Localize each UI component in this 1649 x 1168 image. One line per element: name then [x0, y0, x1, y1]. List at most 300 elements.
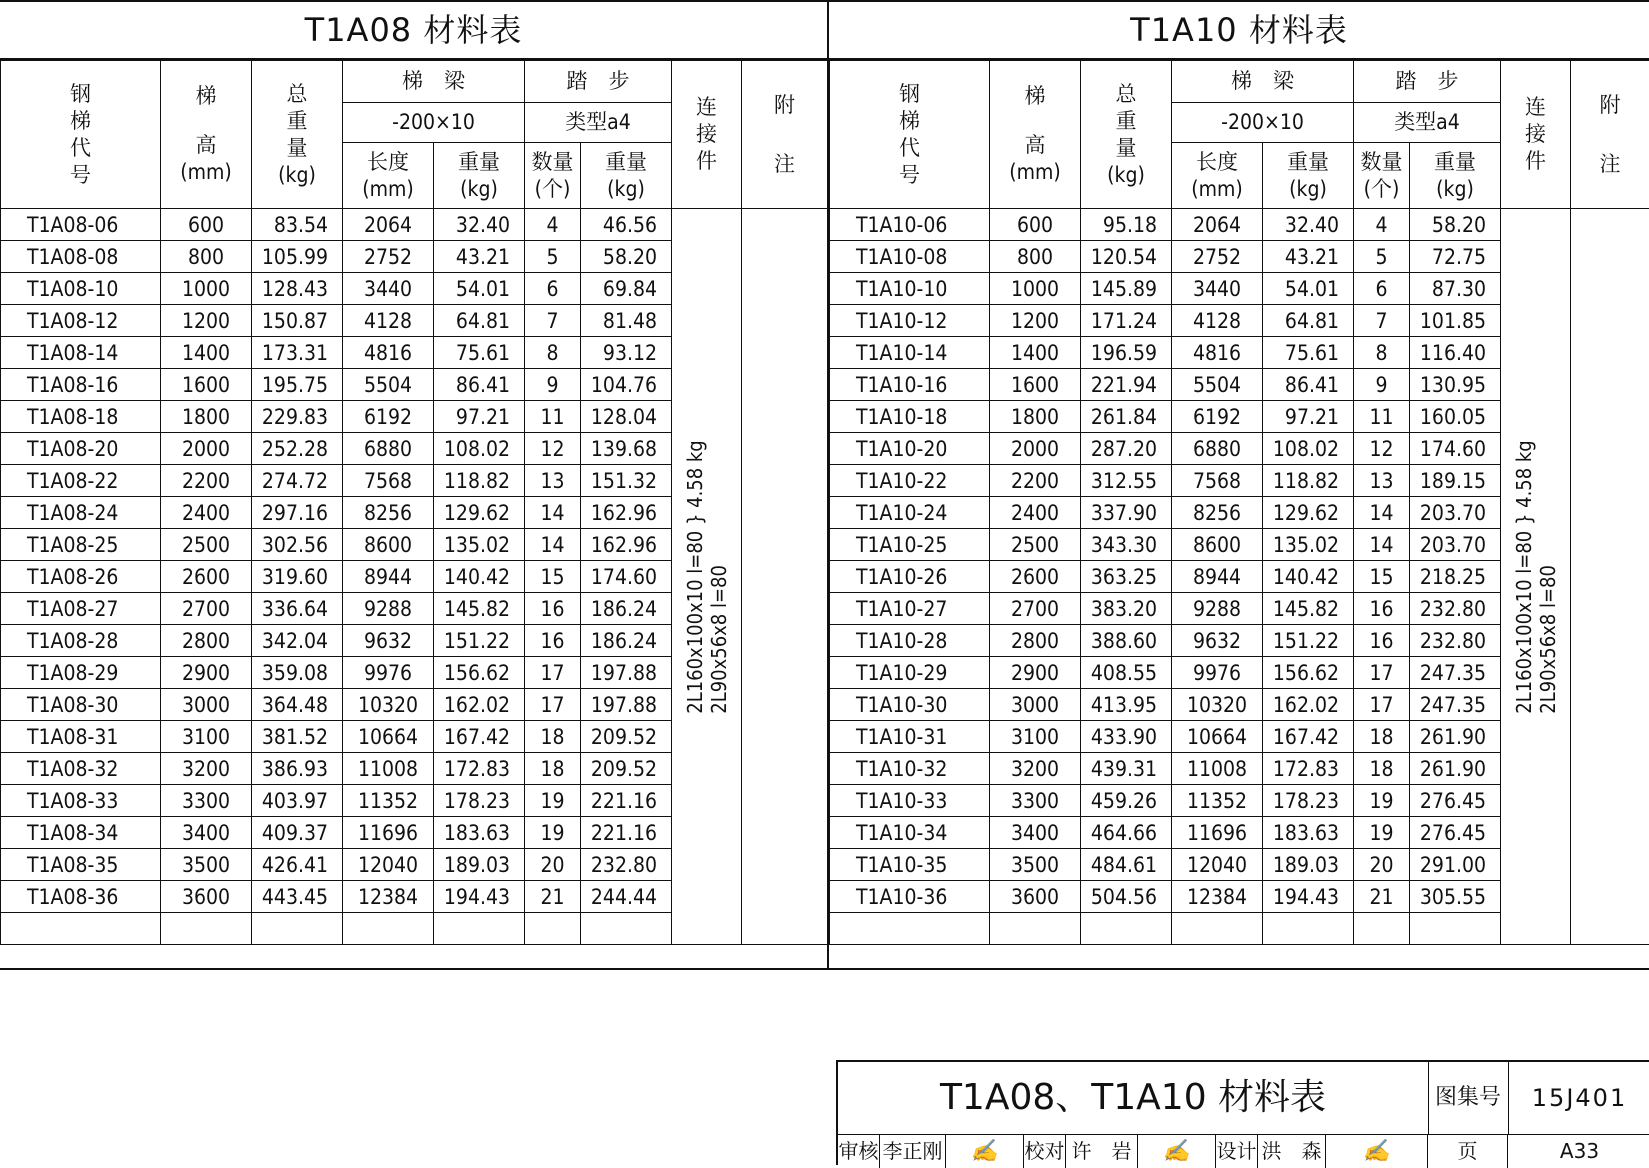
cell-stair-code: T1A10-20: [830, 433, 990, 465]
col-total-weight: 总 重 量 (kg): [252, 61, 343, 209]
cell-height: 3100: [990, 721, 1081, 753]
cell-beam-weight: 140.42: [1263, 561, 1354, 593]
cell-height: 1000: [990, 273, 1081, 305]
connector-spec-line-2: 2L90x56x8 l=80: [1536, 440, 1560, 713]
cell-height: 3600: [161, 881, 252, 913]
cell-step-weight: 174.60: [1410, 433, 1501, 465]
cell-beam-length: 12040: [343, 849, 434, 881]
cell-total-weight: 195.75: [252, 369, 343, 401]
cell-beam-length: 12040: [1172, 849, 1263, 881]
cell-step-qty: 19: [525, 785, 581, 817]
blank-cell: [1081, 913, 1172, 945]
cell-height: 2000: [161, 433, 252, 465]
cell-beam-length: 3440: [343, 273, 434, 305]
col-note: 附 注: [742, 61, 828, 209]
cell-beam-weight: 162.02: [1263, 689, 1354, 721]
cell-step-weight: 261.90: [1410, 721, 1501, 753]
cell-stair-code: T1A08-36: [1, 881, 161, 913]
cell-beam-length: 7568: [1172, 465, 1263, 497]
cell-beam-length: 12384: [343, 881, 434, 913]
cell-total-weight: 128.43: [252, 273, 343, 305]
cell-beam-weight: 86.41: [1263, 369, 1354, 401]
table-header: [830, 61, 1649, 209]
cell-stair-code: T1A08-12: [1, 305, 161, 337]
cell-stair-code: T1A10-10: [830, 273, 990, 305]
cell-beam-weight: 167.42: [434, 721, 525, 753]
cell-stair-code: T1A10-18: [830, 401, 990, 433]
col-step-weight: 重量 (kg): [1410, 143, 1501, 209]
cell-beam-weight: 64.81: [434, 305, 525, 337]
blank-cell: [1172, 913, 1263, 945]
atlas-number: 15J401: [1508, 1062, 1649, 1134]
cell-total-weight: 83.54: [252, 209, 343, 241]
cell-step-qty: 6: [525, 273, 581, 305]
cell-step-weight: 128.04: [581, 401, 672, 433]
blank-cell: [343, 913, 434, 945]
cell-beam-weight: 43.21: [434, 241, 525, 273]
table-row: [830, 209, 1649, 241]
cell-total-weight: 171.24: [1081, 305, 1172, 337]
cell-beam-length: 6880: [1172, 433, 1263, 465]
cell-beam-weight: 183.63: [434, 817, 525, 849]
cell-step-weight: 162.96: [581, 497, 672, 529]
cell-total-weight: 408.55: [1081, 657, 1172, 689]
cell-step-qty: 20: [525, 849, 581, 881]
connector-spec-line-1: 2L160x100x10 l=80 } 4.58 kg: [683, 440, 707, 713]
cell-step-qty: 19: [1354, 817, 1410, 849]
col-step-weight: 重量 (kg): [581, 143, 672, 209]
cell-beam-weight: 156.62: [1263, 657, 1354, 689]
cell-step-qty: 18: [1354, 721, 1410, 753]
cell-beam-weight: 97.21: [1263, 401, 1354, 433]
cell-step-qty: 18: [1354, 753, 1410, 785]
cell-step-qty: 18: [525, 753, 581, 785]
cell-height: 1800: [161, 401, 252, 433]
cell-step-weight: 160.05: [1410, 401, 1501, 433]
cell-step-qty: 9: [1354, 369, 1410, 401]
cell-height: 3000: [161, 689, 252, 721]
cell-height: 2900: [161, 657, 252, 689]
cell-beam-weight: 32.40: [1263, 209, 1354, 241]
cell-step-weight: 203.70: [1410, 497, 1501, 529]
cell-total-weight: 388.60: [1081, 625, 1172, 657]
cell-height: 3200: [161, 753, 252, 785]
cell-total-weight: 319.60: [252, 561, 343, 593]
cell-stair-code: T1A10-22: [830, 465, 990, 497]
cell-beam-length: 4816: [1172, 337, 1263, 369]
cell-height: 3000: [990, 689, 1081, 721]
cell-beam-weight: 97.21: [434, 401, 525, 433]
cell-total-weight: 229.83: [252, 401, 343, 433]
cell-beam-length: 7568: [343, 465, 434, 497]
cell-beam-weight: 108.02: [434, 433, 525, 465]
col-step-qty: 数量 (个): [1354, 143, 1410, 209]
cell-height: 2200: [990, 465, 1081, 497]
cell-beam-length: 9632: [343, 625, 434, 657]
cell-step-qty: 7: [525, 305, 581, 337]
blank-cell: [581, 913, 672, 945]
cell-stair-code: T1A10-27: [830, 593, 990, 625]
cell-step-qty: 9: [525, 369, 581, 401]
cell-height: 1000: [161, 273, 252, 305]
cell-step-qty: 6: [1354, 273, 1410, 305]
cell-beam-length: 8944: [1172, 561, 1263, 593]
cell-height: 1400: [990, 337, 1081, 369]
cell-total-weight: 409.37: [252, 817, 343, 849]
blank-cell: [525, 913, 581, 945]
cell-stair-code: T1A08-20: [1, 433, 161, 465]
cell-height: 600: [161, 209, 252, 241]
cell-stair-code: T1A08-06: [1, 209, 161, 241]
cell-stair-code: T1A08-16: [1, 369, 161, 401]
cell-total-weight: 302.56: [252, 529, 343, 561]
beam-spec: -200×10: [343, 103, 525, 143]
cell-stair-code: T1A10-30: [830, 689, 990, 721]
cell-step-weight: 93.12: [581, 337, 672, 369]
cell-height: 800: [990, 241, 1081, 273]
page-label: 页: [1428, 1135, 1508, 1168]
cell-beam-length: 6880: [343, 433, 434, 465]
atlas-number-label: 图集号: [1428, 1062, 1509, 1134]
cell-step-weight: 261.90: [1410, 753, 1501, 785]
col-connector: 连 接 件: [1501, 61, 1571, 209]
designer-signature: ✍: [1326, 1135, 1428, 1168]
col-stair-beam: 梯 梁: [343, 61, 525, 103]
connector-spec-line-2: 2L90x56x8 l=80: [707, 440, 731, 713]
cell-step-qty: 19: [525, 817, 581, 849]
cell-stair-code: T1A10-28: [830, 625, 990, 657]
cell-beam-weight: 108.02: [1263, 433, 1354, 465]
cell-total-weight: 221.94: [1081, 369, 1172, 401]
cell-step-weight: 130.95: [1410, 369, 1501, 401]
cell-step-weight: 116.40: [1410, 337, 1501, 369]
cell-total-weight: 261.84: [1081, 401, 1172, 433]
connector-spec-cell: [672, 209, 742, 945]
cell-stair-code: T1A08-14: [1, 337, 161, 369]
cell-beam-length: 8256: [1172, 497, 1263, 529]
cell-stair-code: T1A08-27: [1, 593, 161, 625]
cell-total-weight: 383.20: [1081, 593, 1172, 625]
cell-step-qty: 17: [1354, 657, 1410, 689]
cell-step-qty: 8: [1354, 337, 1410, 369]
cell-height: 3500: [990, 849, 1081, 881]
designer-name: 洪 森: [1258, 1135, 1326, 1168]
cell-stair-code: T1A08-10: [1, 273, 161, 305]
cell-step-qty: 15: [525, 561, 581, 593]
cell-beam-length: 9288: [343, 593, 434, 625]
cell-stair-code: T1A08-25: [1, 529, 161, 561]
cell-height: 2500: [990, 529, 1081, 561]
cell-stair-code: T1A08-24: [1, 497, 161, 529]
cell-stair-code: T1A10-06: [830, 209, 990, 241]
cell-beam-length: 8600: [1172, 529, 1263, 561]
cell-beam-length: 4128: [343, 305, 434, 337]
cell-total-weight: 105.99: [252, 241, 343, 273]
col-stair-height: 梯 高 (mm): [161, 61, 252, 209]
cell-step-weight: 186.24: [581, 593, 672, 625]
cell-beam-weight: 54.01: [434, 273, 525, 305]
cell-stair-code: T1A10-33: [830, 785, 990, 817]
cell-height: 2600: [990, 561, 1081, 593]
cell-step-weight: 151.32: [581, 465, 672, 497]
cell-height: 3500: [161, 849, 252, 881]
cell-stair-code: T1A10-34: [830, 817, 990, 849]
cell-total-weight: 312.55: [1081, 465, 1172, 497]
check-label: 校对: [1024, 1135, 1066, 1168]
cell-total-weight: 386.93: [252, 753, 343, 785]
cell-step-qty: 5: [1354, 241, 1410, 273]
cell-step-weight: 186.24: [581, 625, 672, 657]
drawing-title-block: [836, 1060, 1649, 1165]
cell-total-weight: 363.25: [1081, 561, 1172, 593]
cell-height: 2500: [161, 529, 252, 561]
cell-beam-length: 9632: [1172, 625, 1263, 657]
cell-height: 2400: [161, 497, 252, 529]
cell-beam-length: 4128: [1172, 305, 1263, 337]
cell-step-qty: 11: [525, 401, 581, 433]
cell-beam-length: 5504: [1172, 369, 1263, 401]
cell-beam-length: 8600: [343, 529, 434, 561]
col-beam-length: 长度 (mm): [1172, 143, 1263, 209]
cell-step-qty: 14: [525, 529, 581, 561]
table-header: [1, 61, 828, 209]
cell-total-weight: 274.72: [252, 465, 343, 497]
cell-height: 3400: [990, 817, 1081, 849]
col-beam-weight: 重量 (kg): [434, 143, 525, 209]
cell-total-weight: 196.59: [1081, 337, 1172, 369]
cell-beam-weight: 194.43: [434, 881, 525, 913]
table-body: [1, 209, 828, 945]
cell-step-qty: 18: [525, 721, 581, 753]
cell-step-qty: 21: [525, 881, 581, 913]
cell-beam-length: 12384: [1172, 881, 1263, 913]
cell-step-qty: 8: [525, 337, 581, 369]
cell-beam-length: 11352: [343, 785, 434, 817]
cell-height: 1800: [990, 401, 1081, 433]
cell-beam-weight: 172.83: [434, 753, 525, 785]
cell-step-weight: 69.84: [581, 273, 672, 305]
cell-stair-code: T1A10-32: [830, 753, 990, 785]
cell-stair-code: T1A10-26: [830, 561, 990, 593]
cell-total-weight: 459.26: [1081, 785, 1172, 817]
cell-stair-code: T1A10-29: [830, 657, 990, 689]
cell-stair-code: T1A08-32: [1, 753, 161, 785]
blank-cell: [434, 913, 525, 945]
cell-height: 3300: [161, 785, 252, 817]
cell-beam-length: 8256: [343, 497, 434, 529]
col-note: 附 注: [1571, 61, 1649, 209]
t1a08-material-table: [0, 60, 828, 945]
blank-cell: [1410, 913, 1501, 945]
cell-beam-weight: 145.82: [1263, 593, 1354, 625]
cell-step-qty: 12: [525, 433, 581, 465]
cell-height: 1200: [161, 305, 252, 337]
cell-beam-length: 6192: [1172, 401, 1263, 433]
cell-height: 1600: [161, 369, 252, 401]
design-label: 设计: [1216, 1135, 1258, 1168]
cell-step-weight: 209.52: [581, 753, 672, 785]
cell-beam-length: 2064: [1172, 209, 1263, 241]
cell-step-weight: 101.85: [1410, 305, 1501, 337]
cell-step-qty: 17: [525, 657, 581, 689]
cell-height: 2800: [990, 625, 1081, 657]
cell-total-weight: 343.30: [1081, 529, 1172, 561]
cell-beam-length: 2064: [343, 209, 434, 241]
cell-step-weight: 232.80: [581, 849, 672, 881]
cell-beam-length: 4816: [343, 337, 434, 369]
cell-total-weight: 443.45: [252, 881, 343, 913]
cell-height: 2700: [161, 593, 252, 625]
t1a08-table-title: T1A08 材料表: [0, 2, 827, 60]
cell-beam-weight: 118.82: [1263, 465, 1354, 497]
cell-step-qty: 20: [1354, 849, 1410, 881]
cell-step-weight: 232.80: [1410, 593, 1501, 625]
cell-height: 2200: [161, 465, 252, 497]
review-label: 审核: [838, 1135, 880, 1168]
cell-step-qty: 16: [1354, 593, 1410, 625]
cell-step-qty: 5: [525, 241, 581, 273]
cell-beam-weight: 129.62: [434, 497, 525, 529]
cell-step-qty: 13: [1354, 465, 1410, 497]
cell-beam-weight: 135.02: [434, 529, 525, 561]
cell-beam-weight: 189.03: [434, 849, 525, 881]
cell-step-weight: 305.55: [1410, 881, 1501, 913]
cell-total-weight: 413.95: [1081, 689, 1172, 721]
cell-beam-length: 11008: [1172, 753, 1263, 785]
t1a10-material-table: [829, 60, 1649, 945]
t1a10-material-table-panel: [827, 0, 1649, 970]
cell-height: 3300: [990, 785, 1081, 817]
cell-step-qty: 4: [525, 209, 581, 241]
cell-stair-code: T1A10-31: [830, 721, 990, 753]
col-step-qty: 数量 (个): [525, 143, 581, 209]
cell-total-weight: 433.90: [1081, 721, 1172, 753]
cell-step-qty: 17: [1354, 689, 1410, 721]
cell-stair-code: T1A08-33: [1, 785, 161, 817]
cell-total-weight: 464.66: [1081, 817, 1172, 849]
cell-beam-weight: 140.42: [434, 561, 525, 593]
blank-cell: [830, 913, 990, 945]
cell-total-weight: 336.64: [252, 593, 343, 625]
cell-beam-weight: 151.22: [434, 625, 525, 657]
cell-stair-code: T1A08-26: [1, 561, 161, 593]
cell-step-weight: 189.15: [1410, 465, 1501, 497]
cell-beam-weight: 167.42: [1263, 721, 1354, 753]
cell-beam-length: 9976: [343, 657, 434, 689]
cell-height: 1200: [990, 305, 1081, 337]
cell-beam-weight: 178.23: [1263, 785, 1354, 817]
cell-height: 2900: [990, 657, 1081, 689]
cell-beam-length: 3440: [1172, 273, 1263, 305]
cell-step-qty: 4: [1354, 209, 1410, 241]
cell-stair-code: T1A10-14: [830, 337, 990, 369]
cell-beam-length: 11696: [1172, 817, 1263, 849]
cell-step-weight: 197.88: [581, 657, 672, 689]
cell-stair-code: T1A08-34: [1, 817, 161, 849]
cell-beam-weight: 172.83: [1263, 753, 1354, 785]
blank-cell: [161, 913, 252, 945]
cell-beam-length: 6192: [343, 401, 434, 433]
cell-step-weight: 218.25: [1410, 561, 1501, 593]
cell-beam-length: 11008: [343, 753, 434, 785]
cell-stair-code: T1A10-25: [830, 529, 990, 561]
cell-step-weight: 247.35: [1410, 689, 1501, 721]
cell-step-qty: 16: [525, 593, 581, 625]
cell-step-weight: 72.75: [1410, 241, 1501, 273]
cell-beam-weight: 32.40: [434, 209, 525, 241]
cell-beam-length: 9288: [1172, 593, 1263, 625]
cell-step-weight: 221.16: [581, 785, 672, 817]
cell-stair-code: T1A10-08: [830, 241, 990, 273]
cell-step-weight: 247.35: [1410, 657, 1501, 689]
col-total-weight: 总 重 量 (kg): [1081, 61, 1172, 209]
cell-stair-code: T1A08-08: [1, 241, 161, 273]
cell-stair-code: T1A08-22: [1, 465, 161, 497]
blank-cell: [1354, 913, 1410, 945]
col-beam-weight: 重量 (kg): [1263, 143, 1354, 209]
note-cell: [742, 209, 828, 945]
col-stair-beam: 梯 梁: [1172, 61, 1354, 103]
cell-step-qty: 21: [1354, 881, 1410, 913]
t1a10-table-title: T1A10 材料表: [829, 2, 1649, 60]
cell-beam-length: 10664: [343, 721, 434, 753]
cell-height: 2600: [161, 561, 252, 593]
cell-step-weight: 139.68: [581, 433, 672, 465]
cell-step-qty: 17: [525, 689, 581, 721]
cell-step-weight: 221.16: [581, 817, 672, 849]
cell-total-weight: 504.56: [1081, 881, 1172, 913]
cell-beam-weight: 189.03: [1263, 849, 1354, 881]
table-row: [1, 209, 828, 241]
cell-total-weight: 287.20: [1081, 433, 1172, 465]
cell-beam-length: 10320: [343, 689, 434, 721]
cell-step-qty: 12: [1354, 433, 1410, 465]
blank-cell: [1263, 913, 1354, 945]
cell-step-weight: 244.44: [581, 881, 672, 913]
cell-stair-code: T1A10-36: [830, 881, 990, 913]
cell-beam-weight: 194.43: [1263, 881, 1354, 913]
blank-cell: [252, 913, 343, 945]
cell-height: 3600: [990, 881, 1081, 913]
cell-total-weight: 150.87: [252, 305, 343, 337]
cell-stair-code: T1A08-29: [1, 657, 161, 689]
cell-beam-length: 11352: [1172, 785, 1263, 817]
cell-stair-code: T1A10-24: [830, 497, 990, 529]
cell-beam-weight: 151.22: [1263, 625, 1354, 657]
checker-name: 许 岩: [1066, 1135, 1138, 1168]
cell-stair-code: T1A08-18: [1, 401, 161, 433]
cell-total-weight: 426.41: [252, 849, 343, 881]
cell-step-weight: 276.45: [1410, 817, 1501, 849]
cell-step-qty: 13: [525, 465, 581, 497]
cell-stair-code: T1A08-31: [1, 721, 161, 753]
cell-stair-code: T1A10-35: [830, 849, 990, 881]
cell-beam-weight: 135.02: [1263, 529, 1354, 561]
cell-height: 800: [161, 241, 252, 273]
cell-beam-weight: 64.81: [1263, 305, 1354, 337]
cell-beam-length: 11696: [343, 817, 434, 849]
cell-beam-weight: 54.01: [1263, 273, 1354, 305]
cell-total-weight: 297.16: [252, 497, 343, 529]
cell-beam-weight: 129.62: [1263, 497, 1354, 529]
cell-total-weight: 252.28: [252, 433, 343, 465]
step-spec: 类型a4: [525, 103, 672, 143]
cell-total-weight: 342.04: [252, 625, 343, 657]
cell-height: 2800: [161, 625, 252, 657]
cell-step-weight: 58.20: [1410, 209, 1501, 241]
cell-step-qty: 16: [525, 625, 581, 657]
page-number: A33: [1508, 1135, 1649, 1168]
